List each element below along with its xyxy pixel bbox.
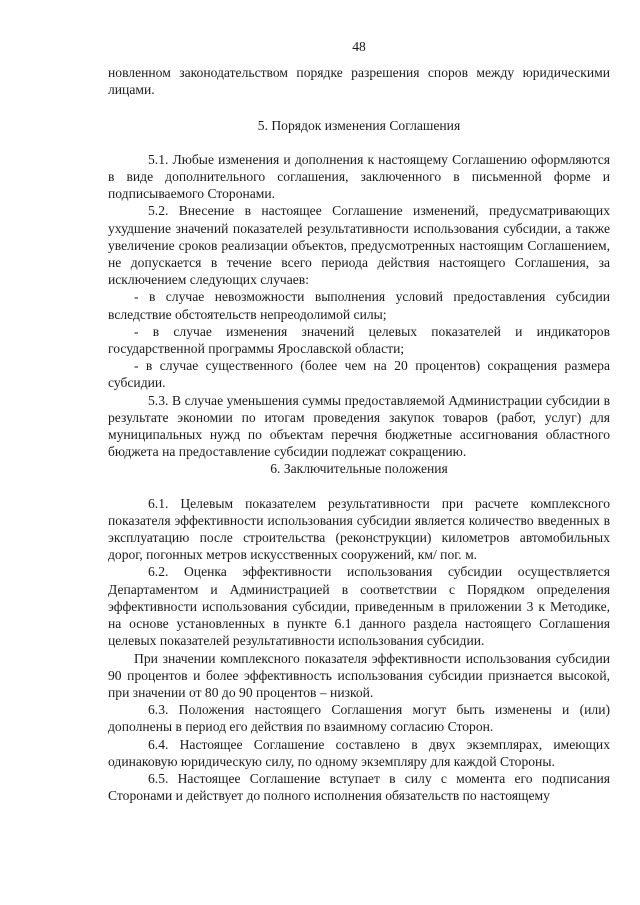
continuation-paragraph: новленном законодательством порядке разрешения споров между юридическими лицами. (108, 65, 610, 98)
paragraph-6-3: 6.3. Положения настоящего Соглашения могут быть изменены и (или) дополнены в период его действия по взаимному согласию Сторон. (108, 702, 610, 735)
paragraph-6-2: 6.2. Оценка эффективности использования субсидии осуществляется Департаментом и Администрацией в соответствии с Порядком определения эффективности использования субсидии, приведенным в приложении 3 к Методике, на основе установленных в пункте 6.1 данного раздела настоящего Соглашения целевых показателей результативности использования субсидии. (108, 564, 610, 649)
paragraph-5-1: 5.1. Любые изменения и дополнения к настоящему Соглашению оформляются в виде дополнительного соглашения, заключенного в письменной форме и подписываемого Сторонами. (108, 151, 610, 202)
list-item: - в случае существенного (более чем на 20 процентов) сокращения размера субсидии. (108, 358, 610, 391)
section-5-heading: 5. Порядок изменения Соглашения (257, 117, 461, 133)
paragraph-6-4: 6.4. Настоящее Соглашение составлено в двух экземплярах, имеющих одинаковую юридическую силу, по одному экземпляру для каждой Стороны. (108, 736, 610, 769)
section-6-heading: 6. Заключительные положения (270, 461, 448, 477)
paragraph-6-1: 6.1. Целевым показателем результативности при расчете комплексного показателя эффективности использования субсидии является количество введенных в эксплуатацию после строительства (реконструкции) километров автомобильных дорог, погонных метров искусственных сооружений, км/ пог. м. (108, 495, 610, 563)
list-item: - в случае невозможности выполнения условий предоставления субсидии вследствие обстоятельств непреодолимой силы; (108, 289, 610, 322)
page-number: 48 (352, 39, 366, 54)
paragraph-6-5: 6.5. Настоящее Соглашение вступает в силу с момента его подписания Сторонами и действует до полного исполнения обязательств по настоящему (108, 770, 610, 804)
paragraph-5-3: 5.3. В случае уменьшения суммы предоставляемой Администрации субсидии в результате экономии по итогам проведения закупок товаров (работ, услуг) для муниципальных нужд по объектам перечня бюджетные ассигнования областного бюджета на предоставление субсидии подлежат сокращению. (108, 392, 610, 460)
list-item: - в случае изменения значений целевых показателей и индикаторов государственной программы Ярославской области; (108, 323, 610, 357)
document-page (108, 38, 610, 804)
paragraph-5-2: 5.2. Внесение в настоящее Соглашение изменений, предусматривающих ухудшение значений показателей результативности использования субсидии, а также увеличение сроков реализации объектов, предусмотренных настоящим Соглашением, не допускается в течение всего периода действия настоящего Соглашения, за исключением следующих случаев: (108, 203, 610, 288)
paragraph-6-2-continuation: При значении комплексного показателя эффективности использования субсидии 90 процентов и более эффективность использования субсидии признается высокой, при значении от 80 до 90 процентов – низкой. (108, 650, 610, 700)
